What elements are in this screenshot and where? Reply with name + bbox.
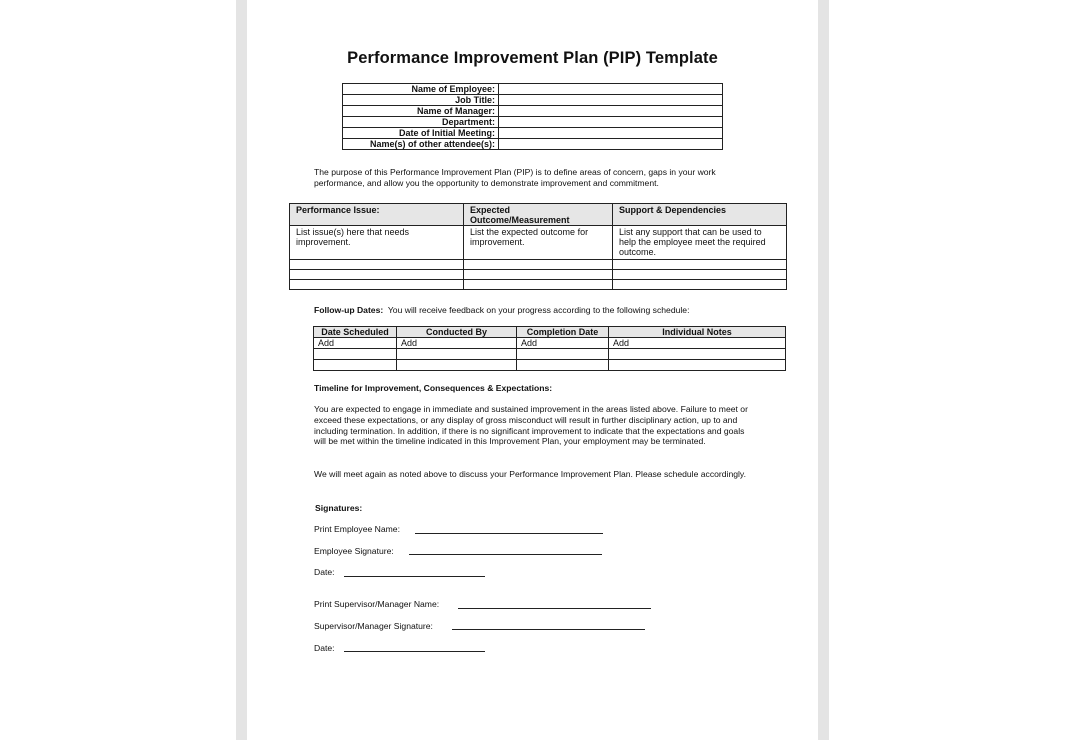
fu-cell[interactable]	[314, 349, 397, 360]
print-employee-line[interactable]	[415, 533, 603, 534]
issues-empty-cell[interactable]	[464, 280, 613, 290]
employee-info-table	[342, 83, 723, 150]
info-label: Name of Manager:	[343, 106, 499, 117]
fu-cell[interactable]	[609, 360, 786, 371]
fu-header-conducted-by: Conducted By	[397, 327, 517, 338]
followup-label: Follow-up Dates:	[314, 305, 384, 315]
info-value-field[interactable]	[499, 95, 723, 106]
info-row	[343, 106, 723, 117]
supervisor-date-line[interactable]	[344, 651, 485, 652]
issues-header-outcome: Expected Outcome/Measurement	[464, 204, 613, 226]
fu-header-date-scheduled: Date Scheduled	[314, 327, 397, 338]
timeline-paragraph-1: You are expected to engage in immediate and sustained improvement in the areas listed above. Failure to meet or exceed these expectations, or any display of gross misconduct will result in further disciplinary action, up to and including termination. In addition, if there is no significant improvement to indicate that the expectations and goals will be met within the timeline indicated in this Improvement Plan, your employment may be terminated.	[314, 404, 748, 447]
timeline-heading: Timeline for Improvement, Consequences & Expectations:	[314, 383, 553, 393]
fu-cell[interactable]	[314, 360, 397, 371]
print-supervisor-label: Print Supervisor/Manager Name:	[314, 599, 440, 609]
fu-cell[interactable]: Add	[397, 338, 517, 349]
issues-cell-issue[interactable]: List issue(s) here that needs improvement.	[290, 226, 464, 260]
info-value-field[interactable]	[499, 128, 723, 139]
info-row	[343, 128, 723, 139]
issues-header-issue: Performance Issue:	[290, 204, 464, 226]
info-value-field[interactable]	[499, 117, 723, 128]
info-row	[343, 139, 723, 150]
fu-cell[interactable]	[397, 349, 517, 360]
issues-empty-cell[interactable]	[290, 260, 464, 270]
issues-empty-cell[interactable]	[464, 260, 613, 270]
followup-text: You will receive feedback on your progress according to the following schedule:	[387, 305, 690, 315]
info-row	[343, 117, 723, 128]
fu-cell[interactable]	[397, 360, 517, 371]
info-value-field[interactable]	[499, 139, 723, 150]
supervisor-date-label: Date:	[314, 643, 335, 653]
employee-signature-line[interactable]	[409, 554, 602, 555]
employee-date-line[interactable]	[344, 576, 485, 577]
issues-empty-cell[interactable]	[613, 260, 787, 270]
employee-signature-label: Employee Signature:	[314, 546, 394, 556]
followup-line	[314, 305, 784, 316]
issues-cell-outcome[interactable]: List the expected outcome for improvement.	[464, 226, 613, 260]
issues-empty-cell[interactable]	[613, 280, 787, 290]
fu-header-completion-date: Completion Date	[517, 327, 609, 338]
info-label: Name(s) of other attendee(s):	[343, 139, 499, 150]
timeline-paragraph-2: We will meet again as noted above to discuss your Performance Improvement Plan. Please schedule accordingly.	[314, 469, 746, 479]
issues-header-support: Support & Dependencies	[613, 204, 787, 226]
info-label: Date of Initial Meeting:	[343, 128, 499, 139]
supervisor-signature-line[interactable]	[452, 629, 645, 630]
issues-empty-cell[interactable]	[613, 270, 787, 280]
info-value-field[interactable]	[499, 84, 723, 95]
fu-cell[interactable]	[609, 349, 786, 360]
info-label: Department:	[343, 117, 499, 128]
info-label: Name of Employee:	[343, 84, 499, 95]
issues-empty-cell[interactable]	[290, 280, 464, 290]
fu-cell[interactable]	[517, 349, 609, 360]
print-supervisor-line[interactable]	[458, 608, 651, 609]
print-employee-label: Print Employee Name:	[314, 524, 400, 534]
fu-cell[interactable]: Add	[314, 338, 397, 349]
fu-header-notes: Individual Notes	[609, 327, 786, 338]
supervisor-signature-label: Supervisor/Manager Signature:	[314, 621, 433, 631]
followup-schedule-table	[313, 326, 786, 371]
performance-issues-table	[289, 203, 787, 290]
issues-empty-cell[interactable]	[464, 270, 613, 280]
document-title: Performance Improvement Plan (PIP) Template	[347, 49, 718, 67]
page-gutter-right	[818, 0, 829, 740]
fu-cell[interactable]: Add	[517, 338, 609, 349]
signatures-heading: Signatures:	[315, 503, 363, 513]
info-row	[343, 95, 723, 106]
fu-cell[interactable]: Add	[609, 338, 786, 349]
info-row	[343, 84, 723, 95]
info-value-field[interactable]	[499, 106, 723, 117]
page-gutter-left	[236, 0, 247, 740]
purpose-paragraph: The purpose of this Performance Improvement Plan (PIP) is to define areas of concern, gaps in your work performance, and allow you the opportunity to demonstrate improvement and commitment.	[314, 167, 716, 188]
issues-cell-support[interactable]: List any support that can be used to help the employee meet the required outcome.	[613, 226, 787, 260]
employee-date-label: Date:	[314, 567, 335, 577]
fu-cell[interactable]	[517, 360, 609, 371]
info-label: Job Title:	[343, 95, 499, 106]
issues-empty-cell[interactable]	[290, 270, 464, 280]
